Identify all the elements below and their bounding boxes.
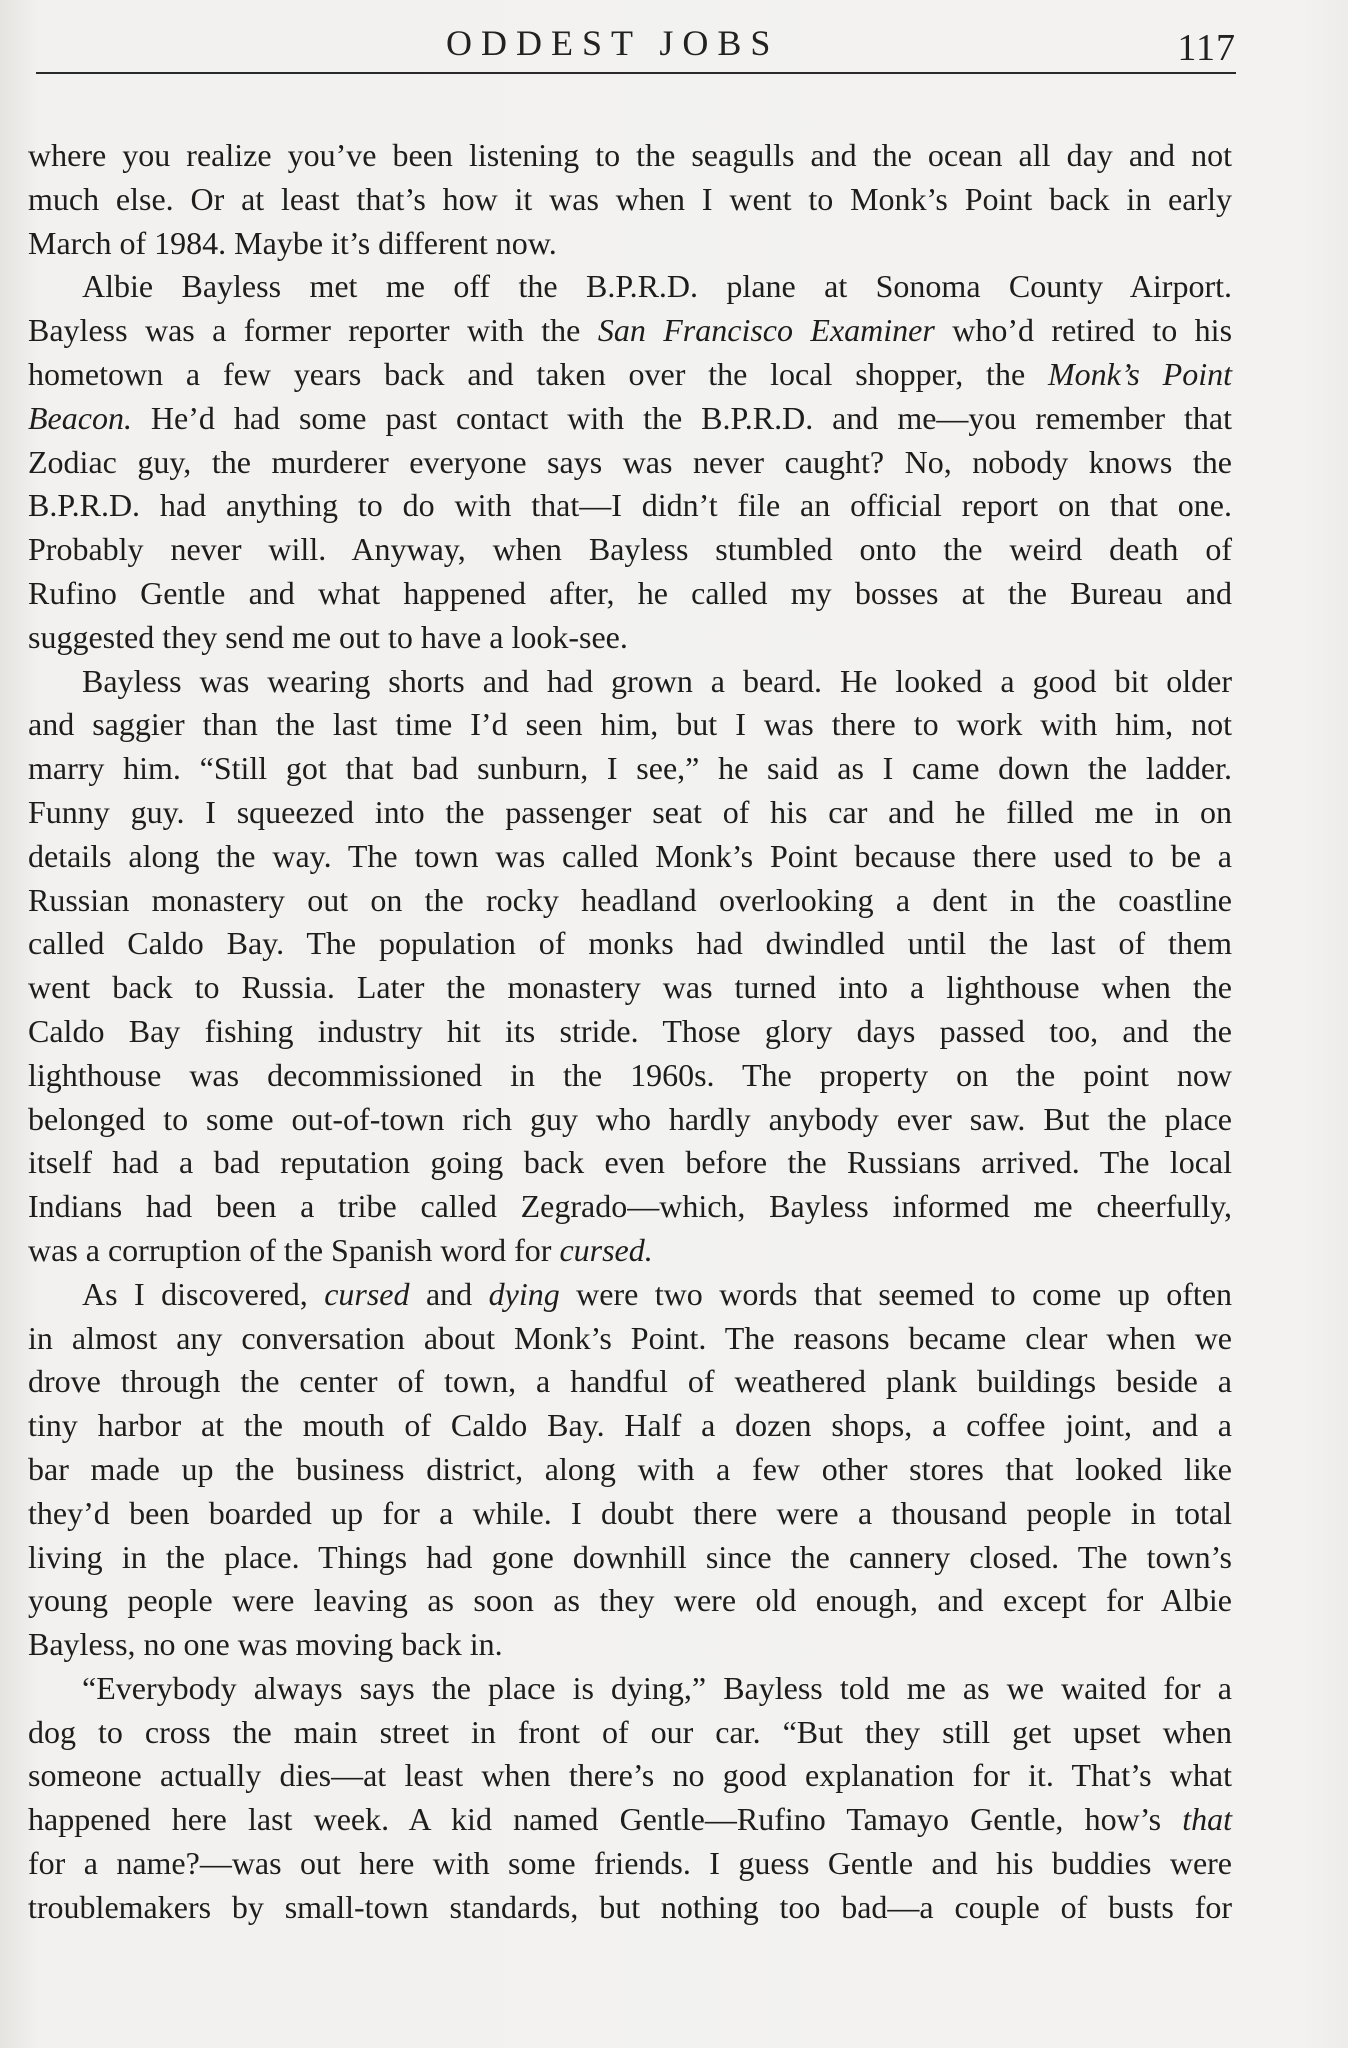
text-line: March of 1984. Maybe it’s different now. (28, 224, 557, 261)
text-line: Beacon. He’d had some past contact with the B.P.R.D. and me—you remember that (28, 399, 1232, 436)
text-line: for a name?—was out here with some friends. I guess Gentle and his buddies were (28, 1845, 1232, 1882)
text-line: details along the way. The town was called Monk’s Point because there used to be a (28, 837, 1232, 874)
text-line: Russian monastery out on the rocky headland overlooking a dent in the coastline (28, 881, 1232, 918)
running-title: ODDEST JOBS (446, 23, 780, 63)
text-line: suggested they send me out to have a look-see. (28, 618, 628, 655)
text-line: itself had a bad reputation going back even before the Russians arrived. The local (28, 1144, 1232, 1181)
text-line: someone actually dies—at least when there’s no good explanation for it. That’s what (28, 1757, 1232, 1794)
header-rule (36, 72, 1236, 74)
text-line: belonged to some out-of-town rich guy who hardly anybody ever saw. But the place (28, 1100, 1232, 1137)
text-line: Funny guy. I squeezed into the passenger seat of his car and he filled me in on (28, 793, 1232, 830)
text-line: Probably never will. Anyway, when Bayless stumbled onto the weird death of (28, 531, 1232, 568)
body-text (28, 134, 1232, 1930)
text-line: “Everybody always says the place is dying,” Bayless told me as we waited for a (82, 1669, 1232, 1706)
text-line: and saggier than the last time I’d seen him, but I was there to work with him, not (28, 706, 1232, 743)
text-line: Rufino Gentle and what happened after, he called my bosses at the Bureau and (28, 574, 1232, 611)
text-line: marry him. “Still got that bad sunburn, I see,” he said as I came down the ladder. (28, 750, 1232, 787)
text-line: hometown a few years back and taken over the local shopper, the Monk’s Point (28, 355, 1233, 392)
text-line: drove through the center of town, a handful of weathered plank buildings beside a (28, 1363, 1232, 1400)
text-line: called Caldo Bay. The population of monks had dwindled until the last of them (28, 925, 1232, 962)
text-line: Bayless was wearing shorts and had grown a beard. He looked a good bit older (82, 662, 1232, 699)
text-line: in almost any conversation about Monk’s Point. The reasons became clear when we (28, 1319, 1232, 1356)
text-line: young people were leaving as soon as they were old enough, and except for Albie (28, 1582, 1232, 1619)
text-line: Caldo Bay fishing industry hit its stride. Those glory days passed too, and the (28, 1012, 1232, 1049)
running-head (36, 18, 1236, 74)
text-line: tiny harbor at the mouth of Caldo Bay. Half a dozen shops, a coffee joint, and a (28, 1407, 1232, 1444)
text-line: lighthouse was decommissioned in the 1960s. The property on the point now (28, 1056, 1232, 1093)
text-line: where you realize you’ve been listening to the seagulls and the ocean all day and not (28, 137, 1232, 173)
text-line: happened here last week. A kid named Gentle—Rufino Tamayo Gentle, how’s that (28, 1801, 1232, 1838)
text-line: Bayless, no one was moving back in. (28, 1626, 503, 1663)
text-line: Albie Bayless met me off the B.P.R.D. plane at Sonoma County Airport. (82, 268, 1232, 305)
text-line: living in the place. Things had gone downhill since the cannery closed. The town’s (28, 1538, 1232, 1575)
text-line: they’d been boarded up for a while. I doubt there were a thousand people in total (28, 1494, 1232, 1531)
text-line: Zodiac guy, the murderer everyone says was never caught? No, nobody knows the (28, 443, 1232, 480)
text-line: dog to cross the main street in front of our car. “But they still get upset when (28, 1713, 1232, 1750)
text-line: much else. Or at least that’s how it was when I went to Monk’s Point back in early (28, 180, 1232, 217)
text-line: went back to Russia. Later the monastery was turned into a lighthouse when the (28, 969, 1232, 1006)
text-line: troublemakers by small-town standards, but nothing too bad—a couple of busts for (28, 1888, 1232, 1925)
text-line: bar made up the business district, along with a few other stores that looked like (28, 1450, 1232, 1487)
page-number: 117 (1177, 27, 1236, 69)
text-line: Bayless was a former reporter with the San Francisco Examiner who’d retired to his (28, 312, 1233, 349)
text-line: was a corruption of the Spanish word for cursed. (28, 1231, 653, 1268)
text-line: B.P.R.D. had anything to do with that—I didn’t file an official report on that one. (28, 487, 1232, 524)
text-line: Indians had been a tribe called Zegrado—which, Bayless informed me cheerfully, (28, 1188, 1232, 1225)
text-line: As I discovered, cursed and dying were two words that seemed to come up often (82, 1275, 1233, 1312)
